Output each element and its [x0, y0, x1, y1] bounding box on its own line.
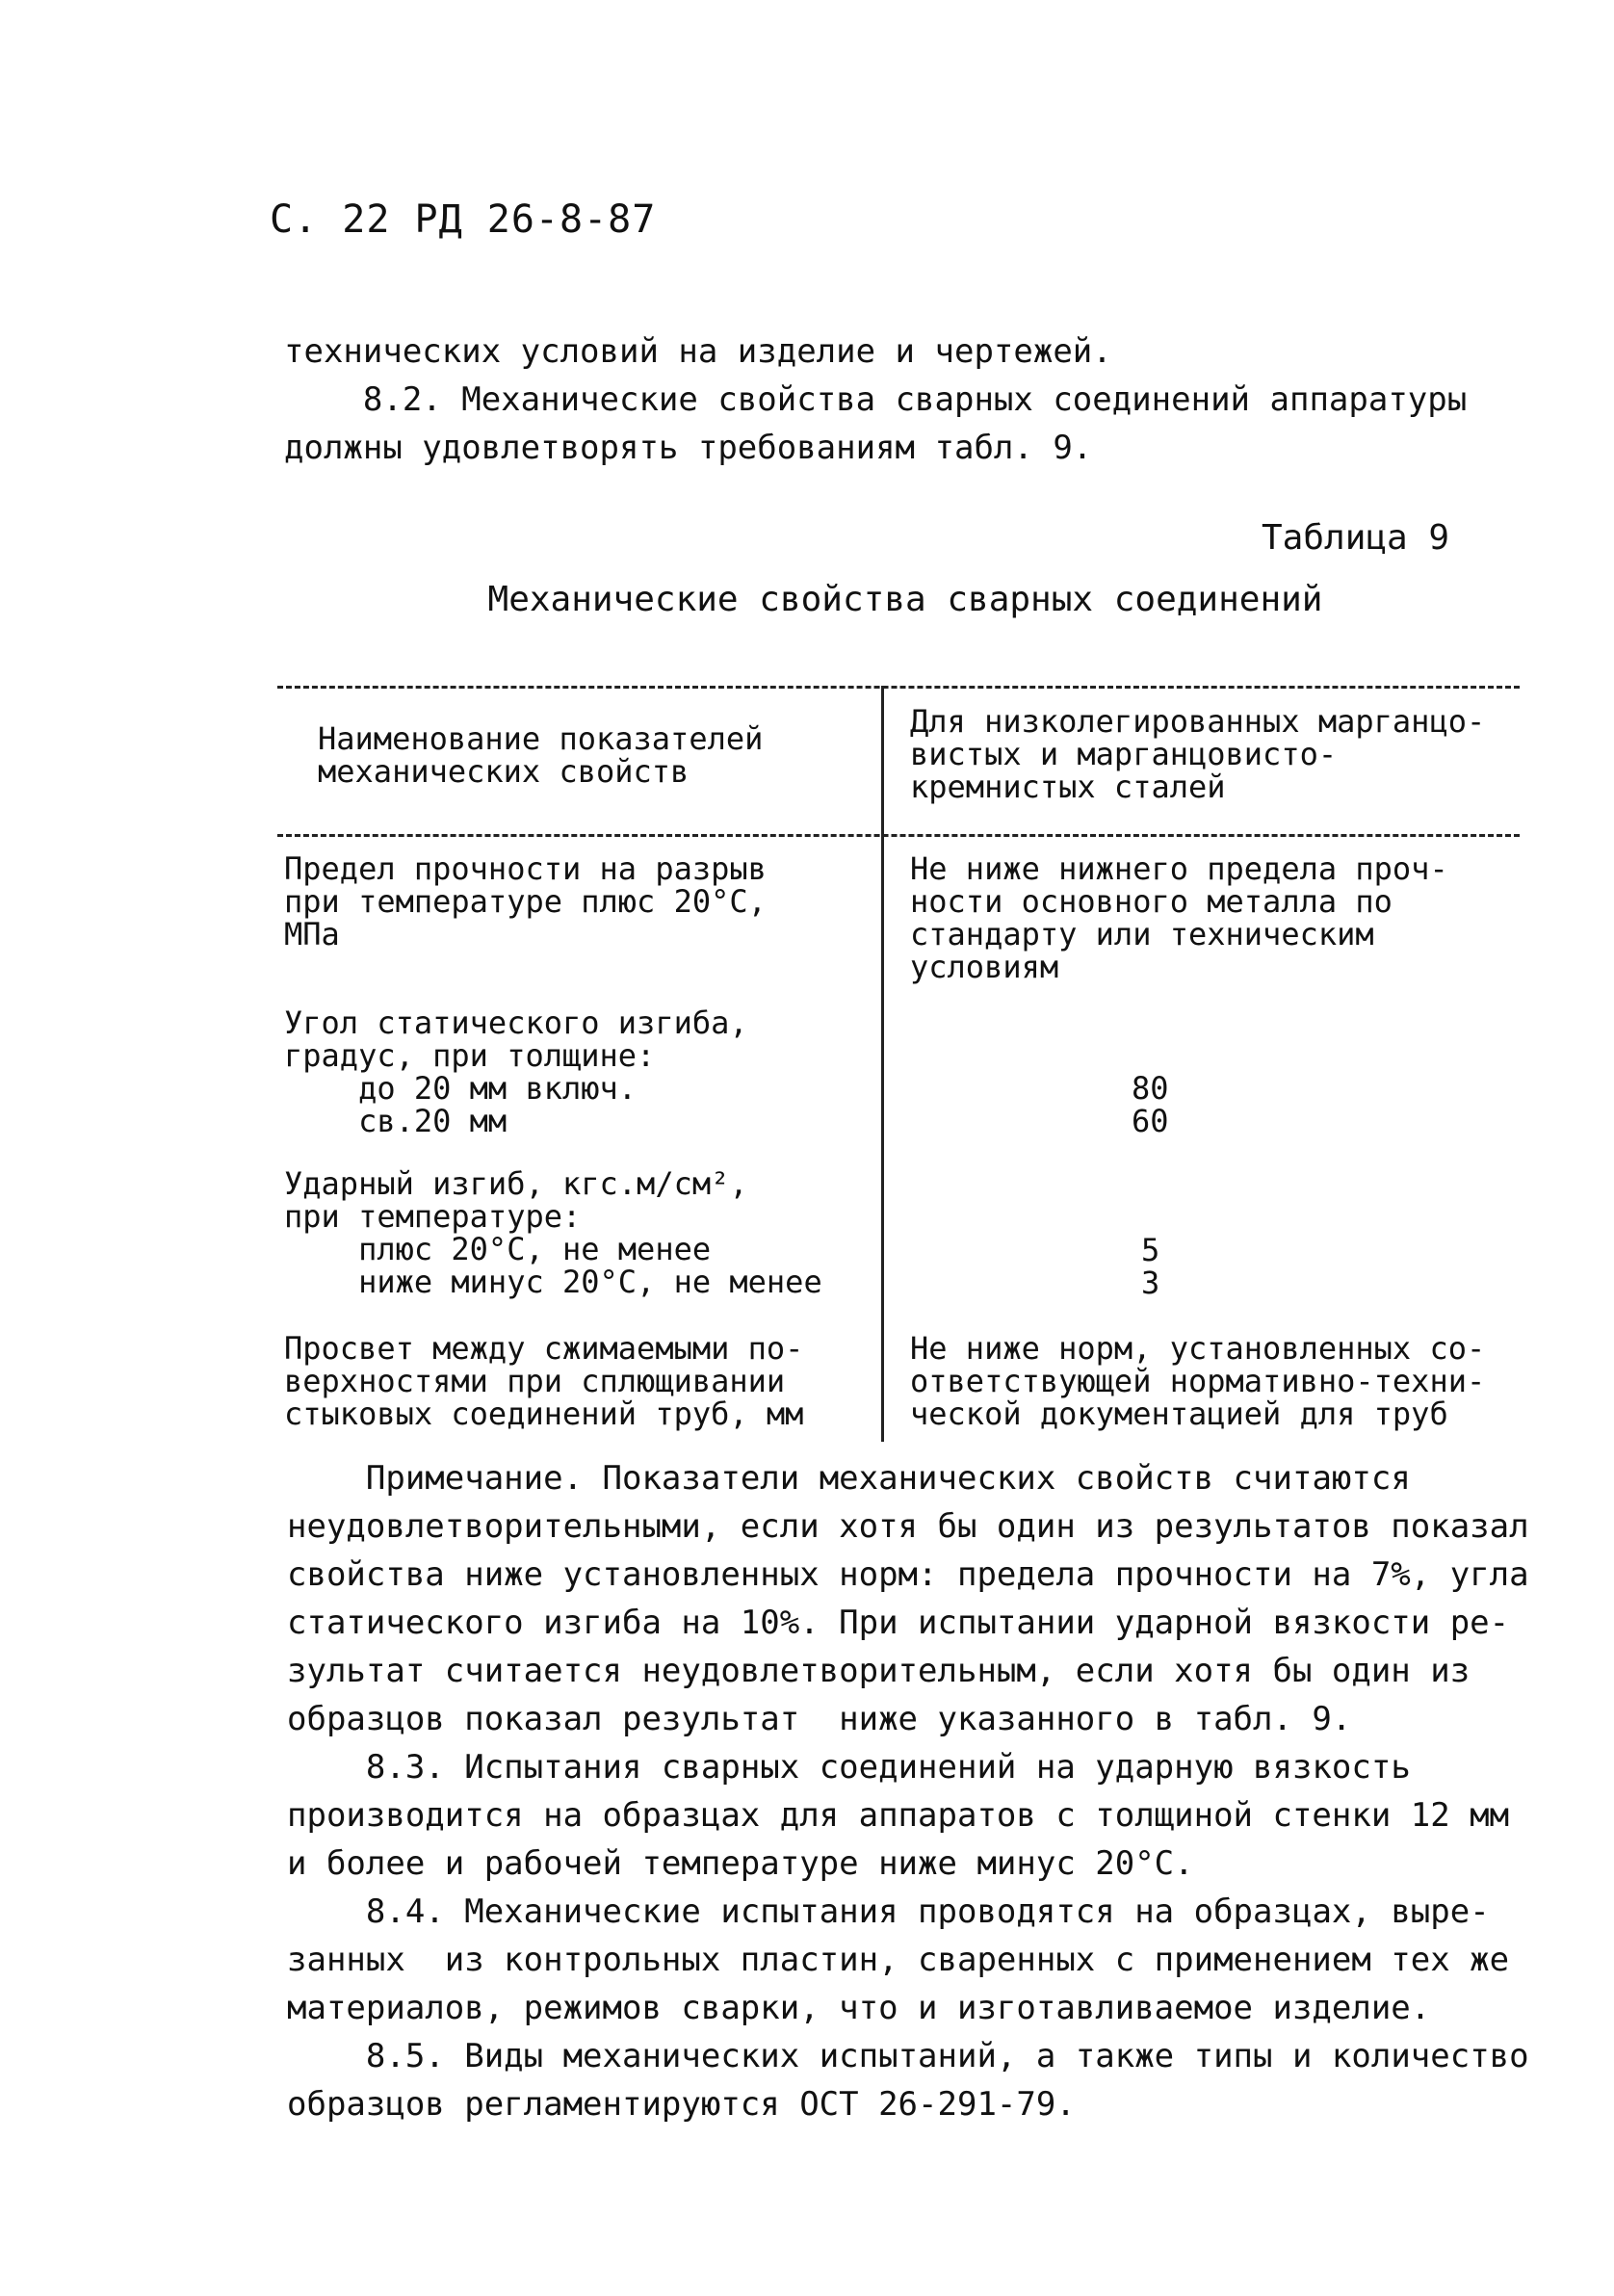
table-header-col2: Для низколегированных марганцо- вистых и марганцовисто- кремнистых сталей	[910, 703, 1486, 805]
table-row-bend-label: Угол статического изгиба, градус, при толщине: до 20 мм включ. св.20 мм	[284, 1004, 748, 1139]
table-row-bend-value-1: 80	[1132, 1070, 1169, 1107]
table-header-col1: Наименование показателей механических свойств	[318, 720, 764, 790]
table-row-strength-label: Предел прочности на разрыв при температуре плюс 20°С, МПа	[284, 850, 767, 952]
table-row-impact-label: Ударный изгиб, кгс.м/см², при температуре: плюс 20°С, не менее ниже минус 20°С, не менее	[284, 1165, 822, 1300]
text-line-continuation: технических условий на изделие и чертежей.	[284, 332, 1112, 371]
table-row-impact-value-1: 5	[1141, 1232, 1160, 1268]
table-row-bend-value-2: 60	[1132, 1103, 1169, 1139]
table-number: Таблица 9	[1262, 518, 1450, 558]
table-top-rule	[277, 686, 1520, 689]
table-row-gap-value: Не ниже норм, установленных со- ответствующей нормативно-техни- ческой документацией для труб	[910, 1330, 1486, 1432]
table-row-impact-value-2: 3	[1141, 1265, 1160, 1301]
table-note: Примечание. Показатели механических свойств считаются неудовлетворительными, если хотя бы один из результатов показал свойства ниже установленных норм: предела прочности на 7%, угла статического изгиба на 10%. При испытании ударной вязкости ре- зультат считается неудовлетворительным, если хотя бы один из образцов показал результат ниже указанного в табл. 9.	[287, 1459, 1529, 1738]
paragraph-8-4: 8.4. Механические испытания проводятся на образцах, выре- занных из контрольных пластин, сваренных с применением тех же материалов, режимов сварки, что и изготавливаемое изделие.	[287, 1892, 1510, 2027]
paragraph-8-5: 8.5. Виды механических испытаний, а также типы и количество образцов регламентируются ОСТ 26-291-79.	[287, 2037, 1529, 2124]
table-row-strength-value: Не ниже нижнего предела проч- ности основного металла по стандарту или техническим условиям	[910, 850, 1448, 985]
table-row-gap-label: Просвет между сжимаемыми по- верхностями при сплющивании стыковых соединений труб, мм	[284, 1330, 804, 1432]
table-title: Механические свойства сварных соединений	[487, 580, 1323, 619]
table-column-divider	[881, 686, 884, 1442]
paragraph-8-2: 8.2. Механические свойства сварных соединений аппаратуры должны удовлетворять требованиям табл. 9.	[284, 380, 1468, 467]
table-header-rule	[277, 834, 1520, 837]
paragraph-8-3: 8.3. Испытания сварных соединений на ударную вязкость производится на образцах для аппаратов с толщиной стенки 12 мм и более и рабочей температуре ниже минус 20°С.	[287, 1748, 1510, 1883]
page-header: С. 22 РД 26-8-87	[270, 197, 657, 242]
